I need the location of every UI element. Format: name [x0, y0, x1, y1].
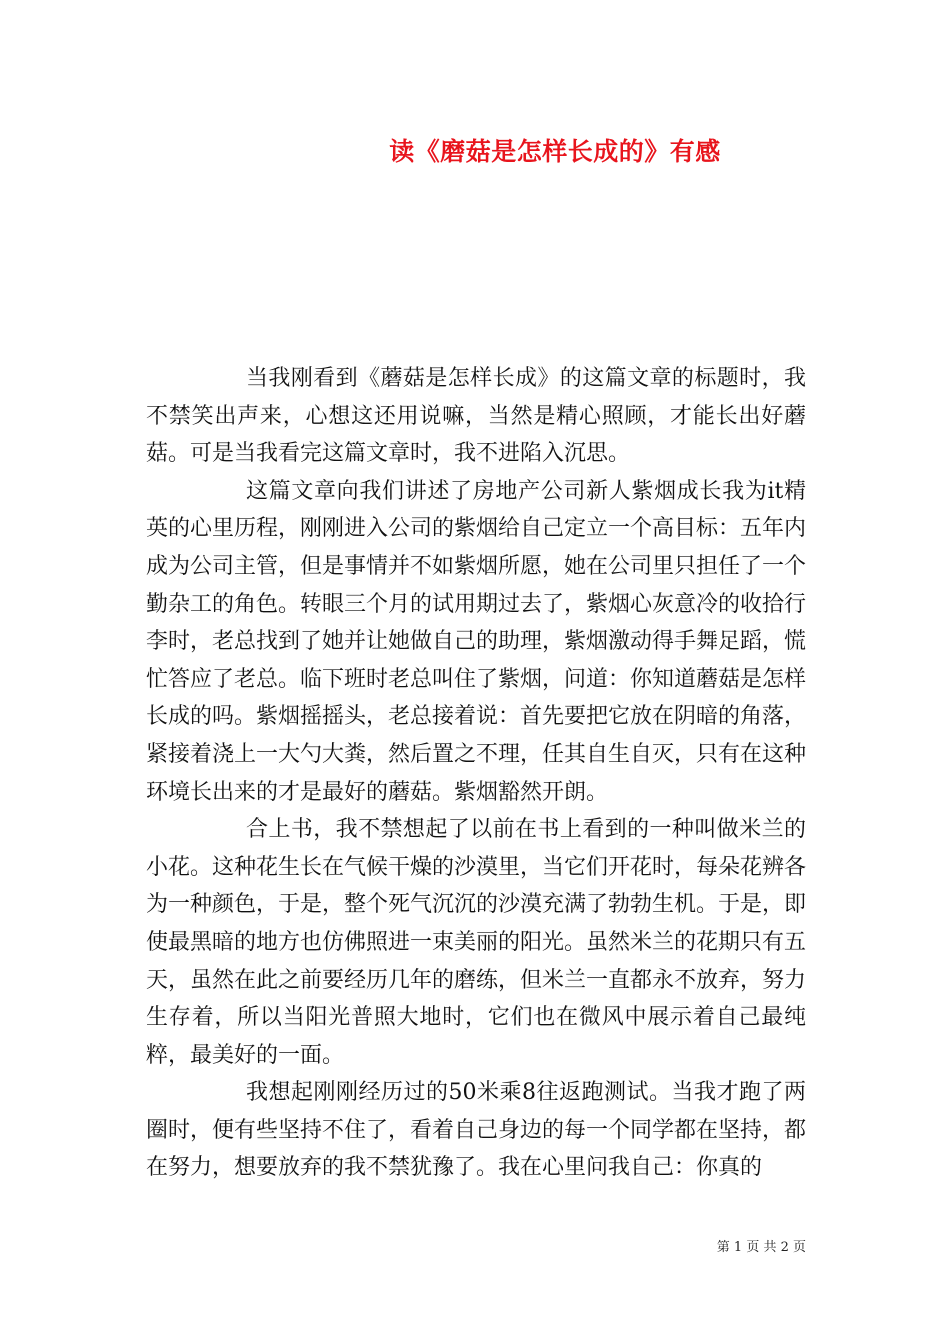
paragraph-4: 我想起刚刚经历过的50米乘8往返跑测试。当我才跑了两圈时，便有些坚持不住了，看着自己身边的每一个同学都在坚持，都在努力，想要放弃的我不禁犹豫了。我在心里问我自己：你真的 — [146, 1080, 807, 1181]
paragraph-3: 合上书，我不禁想起了以前在书上看到的一种叫做米兰的小花。这种花生长在气候干燥的沙漠里，当它们开花时，每朵花辨各为一种颜色，于是，整个死气沉沉的沙漠充满了勃勃生机。于是，即使最黑暗的地方也仿佛照进一束美丽的阳光。虽然米兰的花期只有五天，虽然在此之前要经历几年的磨练，但米兰一直都永不放弃，努力生存着，所以当阳光普照大地时，它们也在微风中展示着自己最纯粹，最美好的一面。 — [146, 817, 807, 1068]
page-number-footer: 第 1 页 共 2 页 — [716, 1240, 806, 1255]
document-body — [146, 360, 806, 1187]
paragraph-2: 这篇文章向我们讲述了房地产公司新人紫烟成长我为it精英的心里历程，刚刚进入公司的紫烟给自己定立一个高目标：五年内成为公司主管，但是事情并不如紫烟所愿，她在公司里只担任了一个勤杂工的角色。转眼三个月的试用期过去了，紫烟心灰意冷的收拾行李时，老总找到了她并让她做自己的助理，紫烟激动得手舞足蹈，慌忙答应了老总。临下班时老总叫住了紫烟，问道：你知道蘑菇是怎样长成的吗。紫烟摇摇头，老总接着说：首先要把它放在阴暗的角落，紧接着浇上一大勺大粪，然后置之不理，任其自生自灭，只有在这种环境长出来的才是最好的蘑菇。紫烟豁然开朗。 — [146, 478, 807, 805]
paragraph-1: 当我刚看到《蘑菇是怎样长成》的这篇文章的标题时，我不禁笑出声来，心想这还用说嘛，当然是精心照顾，才能长出好蘑菇。可是当我看完这篇文章时，我不进陷入沉思。 — [146, 366, 806, 467]
document-title: 读《磨菇是怎样长成的》有感 — [389, 137, 721, 166]
